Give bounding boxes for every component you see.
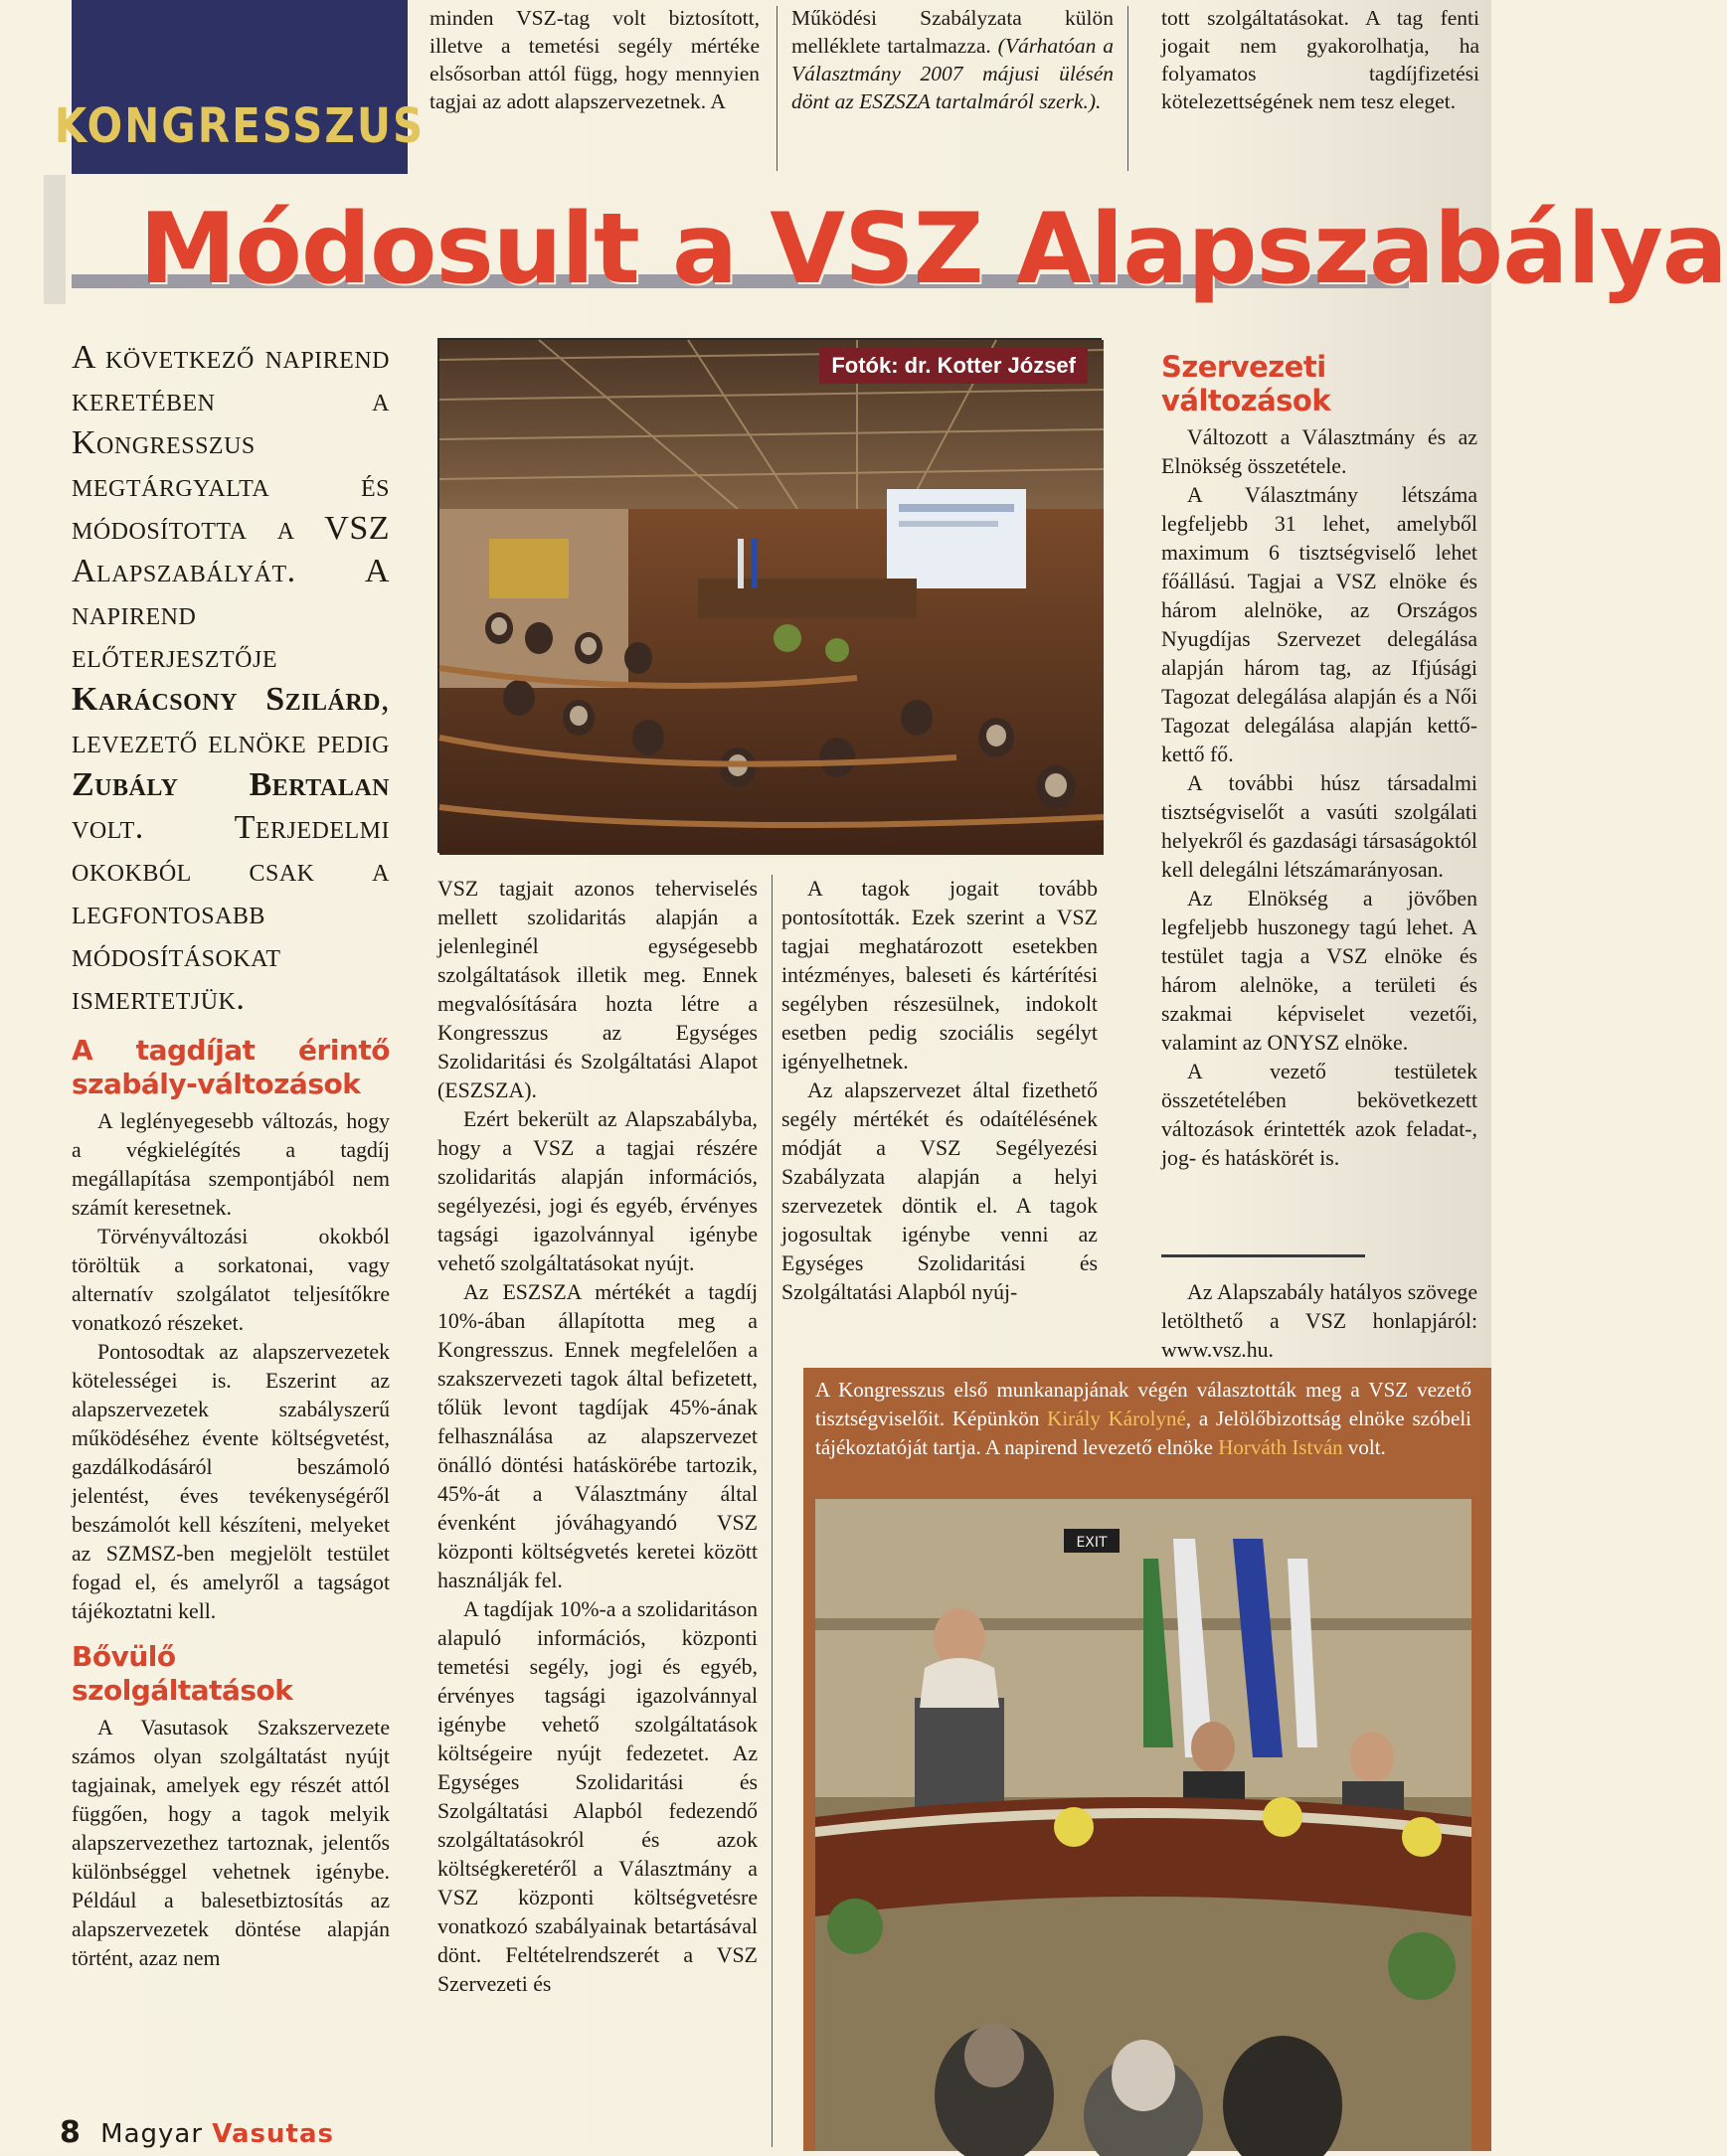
presidium-image — [815, 1499, 1471, 2151]
paragraph: Az Elnökség a jövőben legfeljebb huszonegy tagú lehet. A testület tagja a VSZ elnöke és három alelnöke, a területi és szakmai képviselet vezetői, valamint az ONYSZ elnöke. — [1161, 887, 1477, 1055]
paragraph: A Vasutasok Szakszervezete számos olyan szolgáltatást nyújt tagjainak, amelyek egy részét attól függően, hogy a tagok melyik alapszervezethez tartoznak, jelentős különbséggel vehetnek igénybe. Például a balesetbiztosítás az alapszervezetek döntése alapján történt, azaz nem — [72, 1716, 390, 1970]
subheading: Szervezeti változások — [1161, 350, 1331, 417]
paragraph: A Választmány létszáma legfeljebb 31 lehet, amelyből maximum 6 tisztségviselő lehet főállású. Tagjai a VSZ elnöke és három alelnöke, az Országos Nyugdíjas Szervezet delegálása alapján három tag, az Ifjúsági Tagozat delegálása alapján és a Női Tagozat delegálása alapján kettő-kettő fő. — [1161, 483, 1477, 766]
page-edge-marker — [44, 175, 66, 304]
paragraph: Az ESZSZA mértékét a tagdíj 10%-ában állapította meg a Kongresszus. Ennek megfelelően a szakszervezeti tagok által befizetett, tőlük levont tagdíjak 45%-ának felhasználása az alapszervezet önálló döntési hatáskörébe tartozik, 45%-át a Választmány által évenként jóváhagyandó VSZ központi költségvetés keretei között használják fel. — [437, 1280, 758, 1592]
person-name: Horváth István — [1218, 1435, 1343, 1459]
paragraph: A tagok jogait tovább pontosították. Ezek szerint a VSZ tagjai meghatározott esetekben intézményes, baleseti és kártérítési segélyben részesülnek, indokolt esetben pedig szociális segélyt igényelhetnek. — [781, 877, 1098, 1074]
officials-photo — [815, 1499, 1471, 2151]
lead-paragraph: A következő napirend keretében a Kongresszus megtárgyalta és módosította a VSZ Alapszabályát. A napirend előterjesztője Karácsony Szilárd, levezető elnöke pedig Zubály Bertalan volt. Terjedelmi okokból csak a legfontosabb módosításokat ismertetjük. — [72, 339, 390, 1017]
person-name: Karácsony Szilárd — [72, 681, 381, 718]
congress-hall-image — [439, 340, 1104, 855]
column-1 — [72, 1028, 390, 1973]
paragraph: Változott a Választmány és az Elnökség összetétele. — [1161, 425, 1477, 478]
column-3 — [781, 875, 1098, 1307]
website-note: Az Alapszabály hatályos szövege letölthető a VSZ honlapjáról: www.vsz.hu. — [1161, 1280, 1477, 1362]
paragraph: VSZ tagjait azonos teherviselés mellett szolidaritás alapján a jelenleginél egységesebb szolgáltatások illetik meg. Ennek megvalósítására hozta létre a Kongresszus az Egységes Szolidaritási és Szolgáltatási Alapot (ESZSZA). — [437, 877, 758, 1102]
congress-hall-photo — [437, 338, 1102, 853]
page-footer — [60, 2115, 334, 2150]
column-divider — [1127, 6, 1128, 171]
page-title: Módosult a VSZ Alapszabálya — [139, 193, 1727, 306]
paragraph: A vezető testületek összetételében bekövetkezett változások érintették azok feladat-, jog- és hatáskörét is. — [1161, 1060, 1477, 1170]
photo-credit: Fotók: dr. Kotter József — [819, 348, 1088, 384]
paragraph: A tagdíjak 10%-a a szolidaritáson alapuló információs, központi temetési segély, jogi és egyéb, érvényes tagsági igazolvánnyal igénybe vehető szolgáltatások költségeire nyújt fedezetet. Az Egységes Szolidaritási és Szolgáltatási Alapból fedezendő szolgáltatásokról és azok költségkeretéről a Választmány a VSZ központi költségvetésre vonatkozó szabályainak betartásával dönt. Feltételrendszerét a VSZ Szervezeti és — [437, 1597, 758, 1996]
page-number: 8 — [60, 2115, 82, 2150]
column-2 — [437, 875, 758, 1999]
paragraph: Pontosodtak az alapszervezetek kötelességei is. Eszerint az alapszervezetek szabályszerű működéséhez évente költségvetést, gazdálkodásáról beszámoló jelentést, éves tevékenységéről beszámolót kell készíteni, melyeket az SZMSZ-ben megjelölt testület fogad el, és amelyről a tagságot tájékoztatni kell. — [72, 1340, 390, 1623]
subheading: Bővülő szolgáltatások — [72, 1640, 293, 1707]
paragraph: Az alapszervezet által fizethető segély mértékét és odaítélésének módját a VSZ Segélyezési Szabályzata alapján a helyi szervezetek döntik el. A tagok jogosultak igénybe venni az Egységes Szolidaritási és Szolgáltatási Alapból nyúj- — [781, 1078, 1098, 1304]
top-column-3: tott szolgáltatásokat. A tag fenti jogait nem gyakorolhatja, ha folyamatos tagdíjfizetési kötelezettségének nem tesz eleget. — [1161, 6, 1479, 113]
section-rule — [1161, 1254, 1365, 1257]
paragraph: A leglényegesebb változás, hogy a végkielégítés a tagdíj megállapítása szempontjából nem számít keresetnek. — [72, 1109, 390, 1220]
photo-caption: A Kongresszus első munkanapjának végén választották meg a VSZ vezető tisztségviselőit. Képünkön Király Károlyné, a Jelölőbizottság elnöke szóbeli tájékoztatóját tartja. A napirend levezető elnöke Horváth István volt. — [815, 1378, 1471, 1459]
paragraph: Törvényváltozási okokból töröltük a sorkatonai, vagy alternatív szolgálatot teljesítőkre vonatkozó részeket. — [72, 1225, 390, 1335]
exit-sign: EXIT — [1076, 1535, 1108, 1551]
magazine-name: Magyar — [100, 2119, 204, 2149]
editor-note: (Várhatóan a Választmány 2007 májusi ülésén dönt az ESZSZA tartalmáról szerk.). — [791, 34, 1114, 113]
column-4 — [1161, 344, 1477, 1173]
section-banner — [54, 0, 426, 174]
column-divider — [772, 875, 773, 2147]
paragraph: Ezért bekerült az Alapszabályba, hogy a VSZ a tagjai részére szolidaritás alapján információs, segélyezési, jogi és egyéb, érvényes tagsági igazolvánnyal igénybe vehető szolgáltatásokat nyújt. — [437, 1107, 758, 1275]
top-column-1: minden VSZ-tag volt biztosított, illetve a temetési segély mértéke elsősorban attól függ, hogy mennyien tagjai az adott alapszervezetnek. A — [430, 6, 760, 113]
top-column-2: Működési Szabályzata külön melléklete tartalmazza. (Várhatóan a Választmány 2007 májusi ülésén dönt az ESZSZA tartalmáról szerk.). — [791, 6, 1114, 113]
person-name: Király Károlyné — [1047, 1407, 1186, 1430]
magazine-name-accent: Vasutas — [212, 2119, 334, 2149]
paragraph: A további húsz társadalmi tisztségviselőt a vasúti szolgálati helyekről és gazdasági társaságoktól kell delegálni létszámarányosan. — [1161, 771, 1477, 882]
subheading: A tagdíjat érintő szabály-változások — [72, 1034, 390, 1100]
section-title: KONGRESSZUS — [54, 97, 426, 154]
person-name: Zubály Bertalan — [72, 766, 390, 803]
